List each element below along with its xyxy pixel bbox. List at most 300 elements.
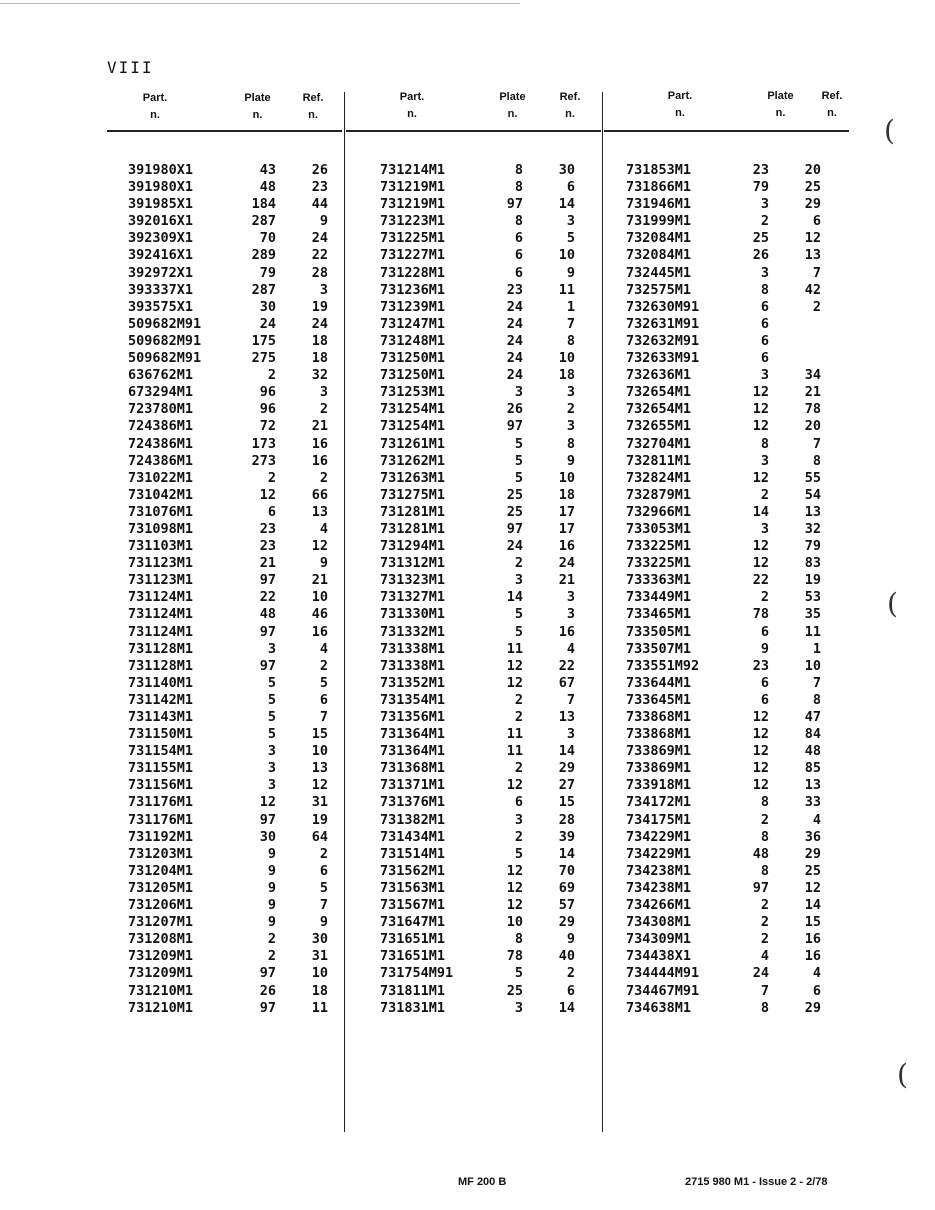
part-number: 732879M1 (626, 486, 692, 503)
ref-number: 9 (319, 213, 328, 230)
part-number: 731330M1 (380, 606, 446, 623)
plate-number: 289 (251, 247, 276, 264)
part-number: 734229M1 (626, 828, 692, 845)
part-number: 733225M1 (626, 538, 692, 555)
part-number: 734309M1 (626, 931, 692, 948)
scan-edge-line (0, 3, 520, 4)
part-number: 731128M1 (128, 640, 194, 657)
ref-number: 5 (319, 674, 328, 691)
part-number: 731999M1 (626, 213, 692, 230)
ref-number: 3 (319, 384, 328, 401)
part-number: 731312M1 (380, 555, 446, 572)
part-number: 732966M1 (626, 503, 692, 520)
ref-number: 9 (319, 555, 328, 572)
ref-number: 2 (566, 965, 575, 982)
part-number: 731253M1 (380, 384, 446, 401)
part-number: 731352M1 (380, 674, 446, 691)
plate-number: 12 (259, 794, 276, 811)
ref-number: 14 (558, 743, 575, 760)
ref-number: 30 (558, 162, 575, 178)
ref-number: 6 (319, 862, 328, 879)
part-number: 509682M91 (128, 332, 202, 349)
footer-model: MF 200 B (458, 1176, 507, 1188)
ref-number: 31 (311, 948, 328, 965)
ref-number: 26 (311, 162, 328, 178)
ref-number: 17 (558, 503, 575, 520)
ref-number: 57 (558, 897, 575, 914)
part-number: 391985X1 (128, 196, 194, 213)
ref-number: 29 (804, 196, 821, 213)
part-number: 731223M1 (380, 213, 446, 230)
header-part (387, 89, 437, 123)
ref-number: 8 (812, 691, 821, 708)
ref-number: 70 (558, 862, 575, 879)
ref-number: 2 (566, 401, 575, 418)
part-number: 731250M1 (380, 350, 446, 367)
part-number: 731154M1 (128, 743, 194, 760)
ref-number: 54 (804, 486, 821, 503)
part-number: 732654M1 (626, 401, 692, 418)
header-plate-unit: n. (252, 109, 263, 121)
plate-number: 79 (752, 179, 769, 196)
ref-number: 12 (311, 538, 328, 555)
part-number: 724386M1 (128, 418, 194, 435)
part-number: 732630M91 (626, 298, 700, 315)
ref-number: 33 (804, 794, 821, 811)
ref-number: 19 (311, 811, 328, 828)
part-number: 731123M1 (128, 572, 194, 589)
plate-number: 30 (259, 298, 276, 315)
plate-number: 25 (752, 230, 769, 247)
plate-number: 97 (259, 572, 276, 589)
ref-number: 47 (804, 709, 821, 725)
plate-number: 24 (506, 367, 523, 384)
plate-number: 12 (752, 418, 769, 435)
plate-number: 97 (259, 811, 276, 828)
plate-number: 287 (251, 213, 276, 230)
plate-number: 12 (752, 384, 769, 401)
plate-number: 2 (760, 811, 769, 828)
plate-number: 24 (506, 332, 523, 349)
part-number: 731204M1 (128, 862, 194, 879)
part-number: 509682M91 (128, 315, 202, 332)
part-number: 393337X1 (128, 281, 194, 298)
ref-number: 14 (804, 897, 821, 914)
plate-number: 3 (760, 520, 769, 537)
plate-number: 2 (760, 931, 769, 948)
ref-number: 21 (804, 384, 821, 401)
part-number: 731263M1 (380, 469, 446, 486)
part-number: 731434M1 (380, 828, 446, 845)
ref-number: 2 (319, 845, 328, 862)
ref-number: 5 (566, 230, 575, 247)
part-number: 732655M1 (626, 418, 692, 435)
plate-number: 48 (259, 606, 276, 623)
part-number: 731155M1 (128, 760, 194, 777)
part-number: 734238M1 (626, 879, 692, 896)
ref-number: 16 (804, 931, 821, 948)
ref-number: 64 (311, 828, 328, 845)
part-number: 731022M1 (128, 469, 194, 486)
part-number: 733869M1 (626, 743, 692, 760)
plate-number: 12 (259, 486, 276, 503)
plate-number: 8 (514, 179, 523, 196)
ref-number: 15 (311, 726, 328, 743)
plate-number: 6 (514, 247, 523, 264)
part-number: 723780M1 (128, 401, 194, 418)
part-number: 733507M1 (626, 640, 692, 657)
part-number: 731214M1 (380, 162, 446, 178)
ref-number: 11 (311, 999, 328, 1016)
part-number: 636762M1 (128, 367, 194, 384)
part-number: 733645M1 (626, 691, 692, 708)
plate-number: 70 (259, 230, 276, 247)
ref-number: 85 (804, 760, 821, 777)
plate-number: 22 (752, 572, 769, 589)
part-number: 509682M91 (128, 350, 202, 367)
part-number: 731262M1 (380, 452, 446, 469)
plate-number: 2 (267, 931, 276, 948)
ref-number: 18 (311, 332, 328, 349)
plate-number: 22 (259, 589, 276, 606)
part-number: 734308M1 (626, 914, 692, 931)
part-number: 734266M1 (626, 897, 692, 914)
plate-number: 97 (259, 623, 276, 640)
plate-number: 9 (267, 862, 276, 879)
part-number: 731866M1 (626, 179, 692, 196)
part-number: 731356M1 (380, 709, 446, 725)
plate-number: 26 (259, 982, 276, 999)
plate-number: 96 (259, 401, 276, 418)
plate-number: 173 (251, 435, 276, 452)
part-number: 731156M1 (128, 777, 194, 794)
ref-number: 12 (804, 879, 821, 896)
ref-number: 12 (311, 777, 328, 794)
part-number: 731203M1 (128, 845, 194, 862)
plate-number: 12 (752, 469, 769, 486)
part-number: 393575X1 (128, 298, 194, 315)
part-number: 731124M1 (128, 606, 194, 623)
ref-number: 30 (311, 931, 328, 948)
ref-number: 11 (804, 623, 821, 640)
ref-number: 4 (812, 811, 821, 828)
part-number: 731562M1 (380, 862, 446, 879)
part-number: 731275M1 (380, 486, 446, 503)
ref-number: 7 (319, 897, 328, 914)
ref-number: 3 (566, 606, 575, 623)
plate-number: 97 (259, 965, 276, 982)
ref-number: 7 (319, 709, 328, 725)
part-number: 734444M91 (626, 965, 700, 982)
plate-number: 97 (259, 657, 276, 674)
ref-number: 7 (812, 674, 821, 691)
part-number: 731651M1 (380, 948, 446, 965)
ref-number: 19 (311, 298, 328, 315)
part-number: 731250M1 (380, 367, 446, 384)
part-number: 731209M1 (128, 948, 194, 965)
ref-number: 3 (566, 726, 575, 743)
plate-number: 3 (514, 384, 523, 401)
ref-number: 22 (558, 657, 575, 674)
part-number: 734229M1 (626, 845, 692, 862)
plate-number: 12 (506, 657, 523, 674)
part-number: 733505M1 (626, 623, 692, 640)
plate-number: 2 (514, 555, 523, 572)
header-plate (235, 90, 280, 124)
plate-number: 2 (514, 760, 523, 777)
plate-number: 96 (259, 384, 276, 401)
header-plate-label: Plate (244, 92, 271, 104)
ref-number: 40 (558, 948, 575, 965)
ref-number: 25 (804, 179, 821, 196)
ref-number: 10 (311, 743, 328, 760)
header-plate (758, 88, 803, 122)
header-ref-label: Ref. (821, 90, 843, 102)
ref-number: 10 (804, 657, 821, 674)
plate-number: 3 (514, 811, 523, 828)
plate-number: 24 (259, 315, 276, 332)
part-number: 731210M1 (128, 982, 194, 999)
part-number: 731261M1 (380, 435, 446, 452)
part-number: 731354M1 (380, 691, 446, 708)
ref-number: 8 (566, 332, 575, 349)
ref-number: 34 (804, 367, 821, 384)
part-number: 732084M1 (626, 247, 692, 264)
ref-number: 13 (311, 760, 328, 777)
ref-number: 10 (558, 350, 575, 367)
ref-number: 21 (311, 418, 328, 435)
plate-number: 43 (259, 162, 276, 178)
ref-number: 9 (319, 914, 328, 931)
part-number: 734467M91 (626, 982, 700, 999)
plate-number: 24 (506, 315, 523, 332)
ref-number: 16 (311, 623, 328, 640)
plate-number: 23 (752, 162, 769, 178)
ref-number: 7 (566, 315, 575, 332)
ref-number: 31 (311, 794, 328, 811)
plate-number: 48 (259, 179, 276, 196)
header-rule-1 (107, 130, 342, 132)
ref-number: 3 (566, 418, 575, 435)
header-ref (550, 89, 590, 123)
plate-number: 9 (267, 879, 276, 896)
plate-number: 78 (752, 606, 769, 623)
part-number: 731364M1 (380, 726, 446, 743)
plate-number: 2 (514, 828, 523, 845)
plate-number: 12 (752, 760, 769, 777)
ref-number: 16 (311, 452, 328, 469)
part-number: 731332M1 (380, 623, 446, 640)
plate-number: 6 (514, 264, 523, 281)
plate-number: 11 (506, 640, 523, 657)
ref-number: 22 (311, 247, 328, 264)
part-number: 734172M1 (626, 794, 692, 811)
ref-number: 10 (311, 589, 328, 606)
plate-number: 5 (514, 606, 523, 623)
ref-number: 7 (812, 264, 821, 281)
header-ref-unit: n. (565, 108, 575, 120)
ref-number: 44 (311, 196, 328, 213)
ref-number: 15 (558, 794, 575, 811)
plate-number: 14 (752, 503, 769, 520)
header-part-label: Part. (399, 91, 425, 103)
part-number: 733225M1 (626, 555, 692, 572)
plate-number: 175 (251, 332, 276, 349)
part-number: 731364M1 (380, 743, 446, 760)
plate-number: 6 (760, 691, 769, 708)
part-number: 733363M1 (626, 572, 692, 589)
ref-number: 3 (319, 281, 328, 298)
ref-number: 15 (804, 914, 821, 931)
header-rule-2 (346, 130, 601, 132)
part-number: 732654M1 (626, 384, 692, 401)
part-number: 731227M1 (380, 247, 446, 264)
plate-number: 3 (267, 777, 276, 794)
ref-number: 4 (319, 640, 328, 657)
plate-number: 5 (267, 674, 276, 691)
plate-number: 2 (760, 486, 769, 503)
plate-number: 5 (514, 965, 523, 982)
plate-number: 6 (760, 350, 769, 367)
plate-number: 6 (760, 674, 769, 691)
part-number: 732445M1 (626, 264, 692, 281)
plate-number: 9 (760, 640, 769, 657)
plate-number: 5 (514, 469, 523, 486)
part-number: 732824M1 (626, 469, 692, 486)
header-ref (293, 90, 333, 124)
plate-number: 97 (506, 520, 523, 537)
part-number: 731853M1 (626, 162, 692, 178)
ref-number: 7 (566, 691, 575, 708)
plate-number: 48 (752, 845, 769, 862)
part-number: 731207M1 (128, 914, 194, 931)
part-number: 733918M1 (626, 777, 692, 794)
header-part (655, 88, 705, 122)
plate-number: 12 (506, 862, 523, 879)
column-divider-1 (344, 92, 345, 1132)
ref-number: 12 (804, 230, 821, 247)
plate-number: 21 (259, 555, 276, 572)
part-number: 731192M1 (128, 828, 194, 845)
part-number: 731128M1 (128, 657, 194, 674)
part-number: 731124M1 (128, 623, 194, 640)
part-number: 732631M91 (626, 315, 700, 332)
part-number: 391980X1 (128, 179, 194, 196)
plate-number: 30 (259, 828, 276, 845)
plate-number: 9 (267, 845, 276, 862)
ref-number: 32 (804, 520, 821, 537)
plate-number: 2 (514, 691, 523, 708)
ref-number: 8 (812, 452, 821, 469)
part-number: 731338M1 (380, 657, 446, 674)
plate-number: 11 (506, 743, 523, 760)
ref-number: 28 (311, 264, 328, 281)
header-part-label: Part. (667, 90, 693, 102)
part-number: 724386M1 (128, 452, 194, 469)
plate-number: 23 (259, 538, 276, 555)
plate-number: 3 (760, 452, 769, 469)
ref-number: 6 (812, 982, 821, 999)
ref-number: 21 (558, 572, 575, 589)
ref-number: 2 (812, 298, 821, 315)
plate-number: 3 (267, 760, 276, 777)
part-number: 392309X1 (128, 230, 194, 247)
part-number: 731124M1 (128, 589, 194, 606)
part-number: 731754M91 (380, 965, 454, 982)
part-number: 731219M1 (380, 179, 446, 196)
plate-number: 6 (760, 623, 769, 640)
plate-number: 25 (506, 982, 523, 999)
plate-number: 97 (752, 879, 769, 896)
plate-number: 12 (752, 726, 769, 743)
plate-number: 5 (267, 709, 276, 725)
plate-number: 24 (506, 538, 523, 555)
part-number: 392972X1 (128, 264, 194, 281)
binder-hole-mark: ( (897, 1058, 908, 1091)
plate-number: 3 (267, 640, 276, 657)
plate-number: 10 (506, 914, 523, 931)
plate-number: 24 (752, 965, 769, 982)
part-number: 731254M1 (380, 418, 446, 435)
part-number: 731098M1 (128, 520, 194, 537)
binder-hole-mark: ( (887, 587, 898, 620)
part-number: 392016X1 (128, 213, 194, 230)
ref-number: 84 (804, 726, 821, 743)
part-number: 731368M1 (380, 760, 446, 777)
part-number: 731567M1 (380, 897, 446, 914)
plate-number: 5 (514, 845, 523, 862)
part-number: 731239M1 (380, 298, 446, 315)
plate-number: 2 (760, 897, 769, 914)
plate-number: 3 (267, 743, 276, 760)
part-number: 731042M1 (128, 486, 194, 503)
ref-number: 6 (319, 691, 328, 708)
plate-number: 2 (267, 469, 276, 486)
ref-number: 13 (804, 777, 821, 794)
part-number: 731382M1 (380, 811, 446, 828)
ref-number: 13 (804, 247, 821, 264)
header-plate-label: Plate (767, 90, 794, 102)
plate-number: 2 (514, 709, 523, 725)
header-ref-label: Ref. (302, 92, 324, 104)
ref-number: 78 (804, 401, 821, 418)
plate-number: 3 (760, 196, 769, 213)
ref-number: 6 (566, 179, 575, 196)
plate-number: 2 (760, 213, 769, 230)
ref-number: 4 (566, 640, 575, 657)
plate-number: 5 (267, 726, 276, 743)
plate-number: 8 (514, 213, 523, 230)
ref-number: 7 (812, 435, 821, 452)
ref-number: 16 (558, 538, 575, 555)
plate-number: 6 (760, 298, 769, 315)
plate-number: 25 (506, 486, 523, 503)
ref-number: 83 (804, 555, 821, 572)
ref-number: 23 (311, 179, 328, 196)
part-number: 392416X1 (128, 247, 194, 264)
header-part-label: Part. (142, 92, 168, 104)
plate-number: 273 (251, 452, 276, 469)
ref-number: 24 (311, 315, 328, 332)
header-part-unit: n. (675, 107, 685, 119)
part-number: 732704M1 (626, 435, 692, 452)
part-number: 733868M1 (626, 709, 692, 725)
part-number: 731946M1 (626, 196, 692, 213)
plate-number: 97 (506, 418, 523, 435)
plate-number: 6 (267, 503, 276, 520)
ref-number: 8 (566, 435, 575, 452)
plate-number: 2 (267, 367, 276, 384)
